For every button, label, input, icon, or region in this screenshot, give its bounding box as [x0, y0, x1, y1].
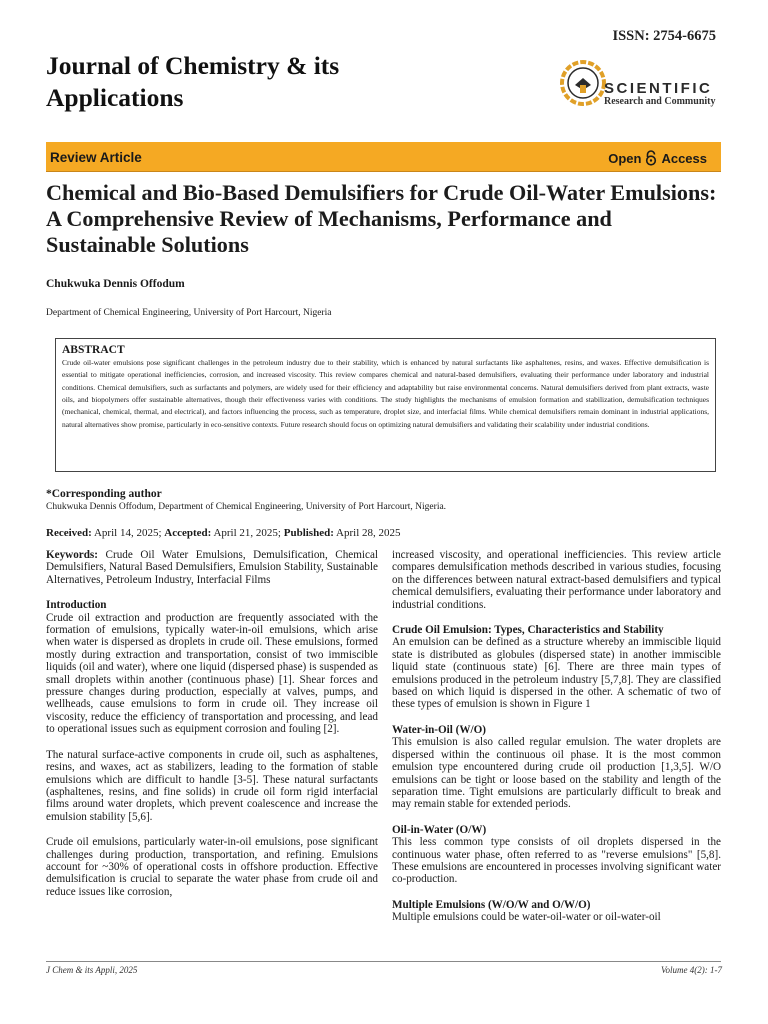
- publication-dates: [46, 527, 401, 539]
- water-in-oil-paragraph: This emulsion is also called regular emulsion. The water droplets are dispersed within the continuous oil phase. It is the most common emulsion type encountered during crude oil production [1,3,5]. W/O emulsions can be tight or loose based on the stability and length of the separation time. Tight emulsions are particularly difficult to break and may remain stable for extended periods.: [392, 736, 721, 811]
- abstract-heading: ABSTRACT: [62, 344, 125, 356]
- article-title: Chemical and Bio-Based Demulsifiers for Crude Oil-Water Emulsions: A Comprehensive Review of Mechanisms, Performance and Sustainable Solutions: [46, 180, 717, 257]
- subheading-multiple-emulsions: Multiple Emulsions (W/O/W and O/W/O): [392, 898, 591, 911]
- published-label: Published:: [283, 527, 334, 539]
- author-name: Chukwuka Dennis Offodum: [46, 278, 185, 290]
- open-access-badge: [608, 150, 707, 166]
- open-lock-icon: [644, 150, 658, 166]
- continued-paragraph: increased viscosity, and operational inefficiencies. This review article compares demulsification methods described in various studies, focusing on the differences between natural extract-based demulsifiers and typical chemical demulsifiers, evaluating their performance under laboratory and industrial conditions.: [392, 549, 721, 611]
- author-affiliation: Department of Chemical Engineering, University of Port Harcourt, Nigeria: [46, 308, 332, 318]
- footer-volume: Volume 4(2): 1-7: [661, 965, 722, 975]
- right-column: [392, 549, 721, 924]
- logo-subtitle: Research and Community: [604, 96, 716, 107]
- left-column: [46, 549, 378, 898]
- multiple-emulsions-paragraph: Multiple emulsions could be water-oil-water or oil-water-oil: [392, 911, 661, 924]
- publisher-logo-icon: [560, 60, 606, 106]
- keywords: [46, 549, 378, 586]
- open-label: Open: [608, 150, 642, 166]
- section-heading-emulsion-types: Crude Oil Emulsion: Types, Characteristics and Stability: [392, 624, 664, 637]
- issn: ISSN: 2754-6675: [612, 28, 716, 44]
- keywords-label: Keywords:: [46, 549, 98, 561]
- subheading-water-in-oil: Water-in-Oil (W/O): [392, 723, 486, 736]
- corresponding-author-text: Chukwuka Dennis Offodum, Department of Chemical Engineering, University of Port Harcourt, Nigeria.: [46, 502, 447, 512]
- introduction-paragraph-2: The natural surface-active components in crude oil, such as asphaltenes, resins, and waxes, act as stabilizers, leading to the formation of stable emulsions which are difficult to handle [3-5]. These natural surfactants (asphaltenes, resins, and fine solids) in crude oil form rigid interfacial films around water droplets, which prevent coalescence and increase the emulsion stability [5,6].: [46, 748, 378, 823]
- keywords-text: Crude Oil Water Emulsions, Demulsification, Chemical Demulsifiers, Natural Based Demulsifiers, Emulsion Stability, Sustainable Alternatives, Petroleum Industry, Interfacial Films: [46, 549, 378, 586]
- emulsion-types-paragraph: An emulsion can be defined as a structure whereby an immiscible liquid state is distributed as globules (dispersed state) in another immiscible liquid state (continuous state) [6]. There are three main types of emulsions produced in the petroleum industry [5,7,8]. They are classified based on which liquid is dispersed in the other. A schematic of two of these types of emulsion is shown in Figure 1: [392, 636, 721, 711]
- published-date: April 28, 2025: [336, 527, 401, 539]
- subheading-oil-in-water: Oil-in-Water (O/W): [392, 823, 487, 836]
- corresponding-author-heading: *Corresponding author: [46, 488, 162, 500]
- accepted-date: April 21, 2025;: [213, 527, 281, 539]
- abstract-box: [55, 338, 716, 472]
- article-type-banner: [46, 142, 721, 172]
- journal-title: Journal of Chemistry & its Applications: [46, 51, 340, 112]
- received-label: Received:: [46, 527, 92, 539]
- logo-wordmark: SCIENTIFIC: [604, 80, 713, 97]
- footer-citation: J Chem & its Appli, 2025: [46, 965, 138, 975]
- introduction-paragraph-3: Crude oil emulsions, particularly water-in-oil emulsions, pose significant challenges during production, transportation, and refining. Emulsions account for ~30% of operational costs in offshore production. Effective demulsification is crucial to separate the water phase from crude oil and reduce issues like corrosion,: [46, 836, 378, 898]
- access-label: Access: [661, 150, 707, 166]
- footer-divider: [46, 961, 721, 962]
- abstract-text: Crude oil-water emulsions pose significant challenges in the petroleum industry due to their stability, which is enhanced by natural surfactants like asphaltenes, resins, and waxes. Effective demulsification is essential to mitigate operational inefficiencies, corrosion, and increased viscosity. This review compares chemical and natural-based demulsifiers, evaluating their performance under laboratory and industrial conditions. Chemical demulsifiers, such as surfactants and polymers, are widely used for their efficiency and adaptability but raise environmental concerns. Natural demulsifiers derived from plant extracts, waste oils, and biopolymers offer sustainable alternatives, though their effectiveness varies with conditions. The study highlights the mechanisms of emulsion formation and stabilization, demulsification techniques (mechanical, chemical, thermal, and electrical), and factors influencing the process, such as temperature, droplet size, and interfacial films. While chemical demulsifiers remain dominant in industrial applications, natural alternatives show promise, particularly in eco-sensitive contexts. Future research should focus on optimizing natural demulsifiers and validating their scalability under industrial conditions.: [62, 358, 709, 429]
- accepted-label: Accepted:: [164, 527, 212, 539]
- received-date: April 14, 2025;: [93, 527, 162, 539]
- publisher-logo: [560, 60, 730, 110]
- introduction-heading: Introduction: [46, 599, 107, 612]
- article-type: Review Article: [50, 150, 142, 165]
- introduction-paragraph-1: Crude oil extraction and production are frequently associated with the formation of emulsions, typically water-in-oil emulsions, which arise when water is dispersed as droplets in crude oil. These emulsions, formed mostly during extraction and transportation, consist of two immiscible liquids (oil and water), where one liquid (dispersed phase) is suspended as small droplets within another (continuous phase) [1]. Shear forces and pressure changes during production, especially at valves, pumps, and wellheads, cause emulsions to form in crude oil. They increase oil viscosity, reduce the efficiency of transportation and processing, and lead to operational issues such as equipment corrosion and fouling [2].: [46, 611, 378, 736]
- oil-in-water-paragraph: This less common type consists of oil droplets dispersed in the continuous water phase, often referred to as "reverse emulsions" [5,8]. These emulsions are encountered in processes involving significant water co-production.: [392, 836, 721, 886]
